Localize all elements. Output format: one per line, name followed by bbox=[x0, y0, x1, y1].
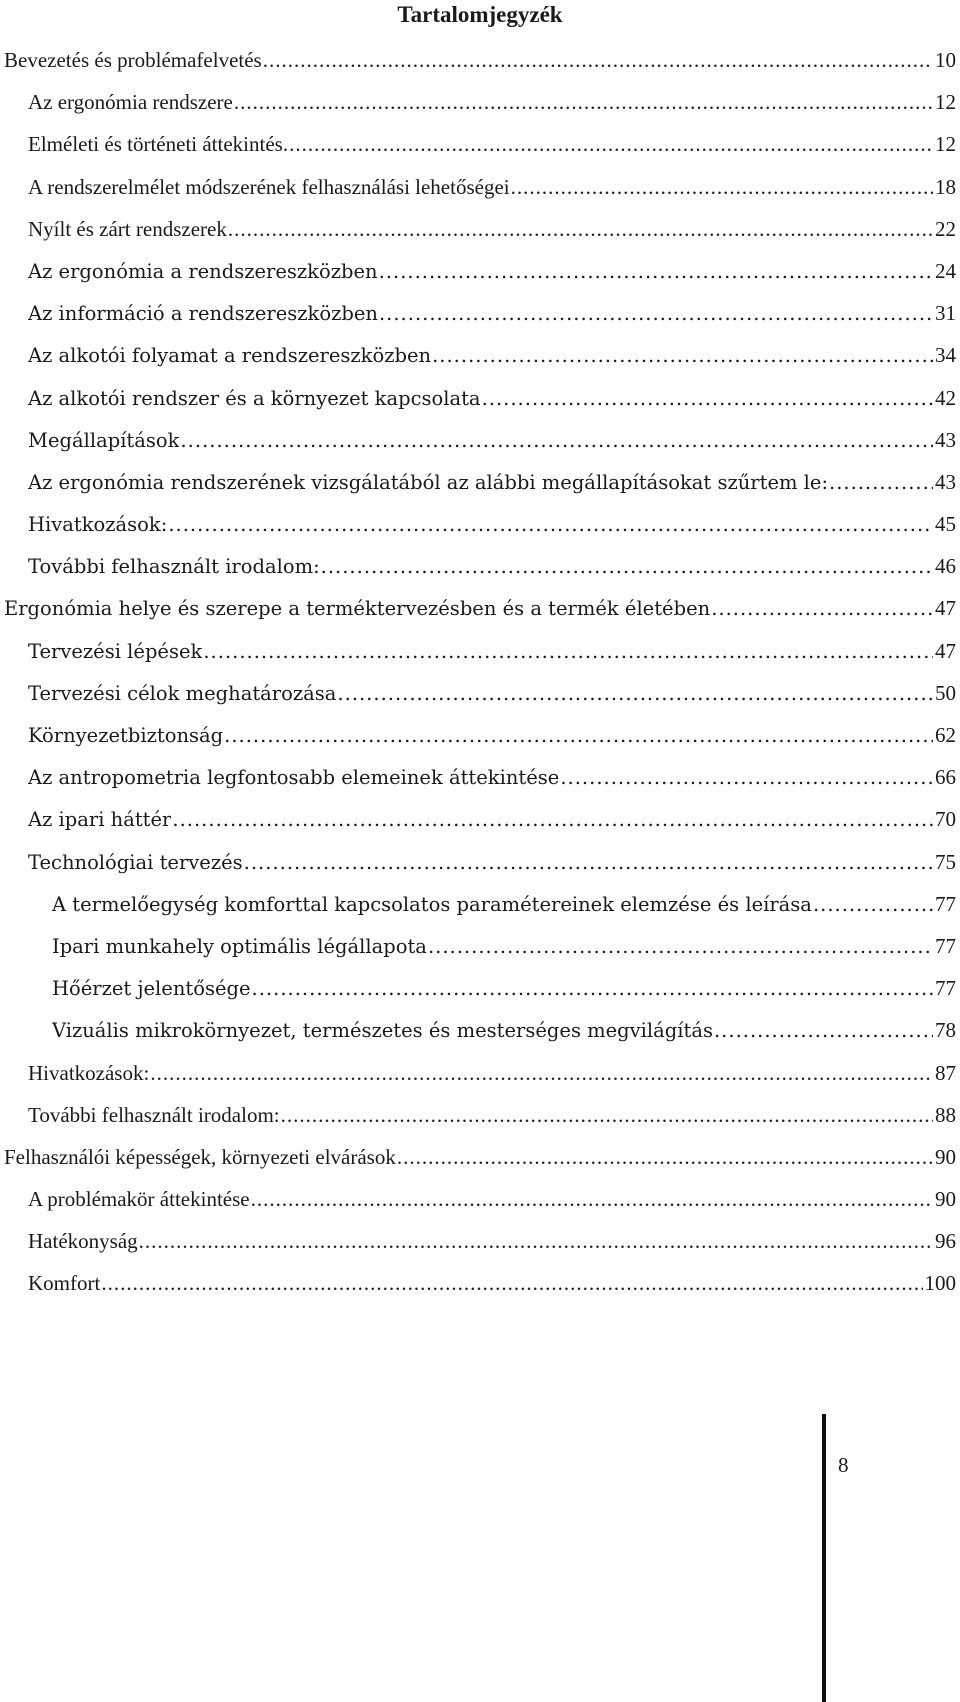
toc-entry-page: 90 bbox=[935, 1187, 956, 1212]
toc-entry-title: Hivatkozások: bbox=[28, 1060, 150, 1085]
toc-entry[interactable] bbox=[4, 208, 956, 250]
toc-entry-page: 24 bbox=[935, 258, 956, 283]
toc-entry-title: A rendszerelmélet módszerének felhasználási lehetőségei bbox=[28, 174, 510, 199]
toc-entry-page: 10 bbox=[935, 48, 956, 72]
page-number: 8 bbox=[838, 1453, 849, 1477]
toc-dot-leader bbox=[203, 631, 933, 673]
toc-entry-page: 96 bbox=[935, 1229, 956, 1254]
toc-dot-leader bbox=[482, 378, 933, 420]
toc-entry-page: 77 bbox=[935, 933, 956, 958]
toc-entry[interactable] bbox=[4, 81, 956, 123]
toc-entry-title: Hőérzet jelentősége bbox=[52, 977, 251, 1001]
toc-entry-page: 47 bbox=[935, 638, 956, 663]
toc-entry-page: 18 bbox=[935, 174, 956, 199]
toc-entry-title: Az ergonómia rendszere bbox=[28, 90, 233, 115]
toc-entry-page: 88 bbox=[935, 1102, 956, 1127]
toc-entry-title: Ergonómia helye és szerepe a terméktervezésben és a termék életében bbox=[4, 597, 711, 621]
toc-entry-page: 90 bbox=[935, 1144, 956, 1169]
toc-entry[interactable] bbox=[4, 1178, 956, 1220]
toc-entry-title: Vizuális mikrokörnyezet, természetes és mesterséges megvilágítás bbox=[52, 1019, 713, 1043]
toc-entry[interactable] bbox=[4, 1136, 956, 1178]
toc-entry[interactable] bbox=[4, 1262, 956, 1304]
toc-entry-page: 77 bbox=[935, 976, 956, 1001]
toc-entry-page: 100 bbox=[924, 1271, 956, 1296]
toc-entry-page: 87 bbox=[935, 1060, 956, 1085]
toc-dot-leader bbox=[289, 123, 933, 165]
toc-entry-title: A termelőegység komforttal kapcsolatos paramétereinek elemzése és leírása bbox=[52, 892, 812, 916]
toc-entry-page: 12 bbox=[935, 132, 956, 157]
toc-entry-title: Hivatkozások: bbox=[28, 513, 168, 537]
toc-entry-title: Megállapítások bbox=[28, 428, 180, 452]
toc-dot-leader bbox=[379, 293, 933, 335]
toc-entry-page: 43 bbox=[935, 427, 956, 452]
toc-entry-page: 70 bbox=[935, 807, 956, 832]
toc-entry-title: Elméleti és történeti áttekintés. bbox=[28, 132, 289, 157]
toc-dot-leader bbox=[252, 968, 933, 1010]
toc-entry-title: A problémakör áttekintése bbox=[28, 1187, 250, 1212]
toc-dot-leader bbox=[321, 546, 933, 588]
toc-entry[interactable] bbox=[4, 798, 956, 840]
toc-dot-leader bbox=[150, 1052, 933, 1094]
toc-entry[interactable] bbox=[4, 756, 956, 798]
toc-entry[interactable] bbox=[4, 334, 956, 376]
toc-entry-title: Az alkotói folyamat a rendszereszközben bbox=[28, 344, 432, 368]
toc-entry-title: Nyílt és zárt rendszerek bbox=[28, 216, 227, 241]
toc-entry[interactable] bbox=[4, 967, 956, 1009]
toc-entry[interactable] bbox=[4, 1220, 956, 1262]
toc-dot-leader bbox=[263, 39, 933, 81]
toc-title: Tartalomjegyzék bbox=[397, 2, 563, 27]
toc-entry[interactable] bbox=[4, 123, 956, 165]
toc-entry-title: Az ergonómia rendszerének vizsgálatából az alábbi megállapításokat szűrtem le: bbox=[28, 470, 829, 494]
toc-entry[interactable] bbox=[4, 841, 956, 883]
toc-dot-leader bbox=[379, 251, 933, 293]
toc-entry-title: További felhasznált irodalom: bbox=[28, 555, 320, 579]
toc-entry-title: Tervezési célok meghatározása bbox=[28, 681, 337, 705]
toc-entry[interactable] bbox=[4, 545, 956, 587]
toc-entry-page: 31 bbox=[935, 301, 956, 326]
toc-entry-title: További felhasznált irodalom: bbox=[28, 1102, 280, 1127]
toc-entry-title: Az alkotói rendszer és a környezet kapcsolata bbox=[28, 386, 481, 410]
toc-dot-leader bbox=[244, 842, 933, 884]
toc-entry[interactable] bbox=[4, 419, 956, 461]
toc-entry[interactable] bbox=[4, 672, 956, 714]
toc-entry[interactable] bbox=[4, 166, 956, 208]
toc-entry-title: Ipari munkahely optimális légállapota bbox=[52, 934, 427, 958]
toc-dot-leader bbox=[397, 1136, 933, 1178]
toc-entry[interactable] bbox=[4, 292, 956, 334]
toc-dot-leader bbox=[560, 757, 933, 799]
toc-entry[interactable] bbox=[4, 587, 956, 629]
toc-entry-title: Az ipari háttér bbox=[28, 808, 172, 832]
toc-entry-page: 78 bbox=[935, 1018, 956, 1043]
toc-dot-leader bbox=[337, 673, 933, 715]
toc-entry-page: 22 bbox=[935, 216, 956, 241]
toc-dot-leader bbox=[281, 1094, 933, 1136]
toc-entry[interactable] bbox=[4, 461, 956, 503]
table-of-contents bbox=[4, 39, 956, 1305]
toc-entry[interactable] bbox=[4, 1094, 956, 1136]
toc-entry-title: Az ergonómia a rendszereszközben bbox=[28, 259, 378, 283]
toc-dot-leader bbox=[139, 1220, 933, 1262]
toc-entry[interactable] bbox=[4, 714, 956, 756]
toc-entry[interactable] bbox=[4, 1009, 956, 1051]
toc-entry-title: Hatékonyság bbox=[28, 1229, 138, 1254]
toc-entry-page: 47 bbox=[935, 596, 956, 621]
toc-dot-leader bbox=[228, 208, 933, 250]
toc-dot-leader bbox=[168, 504, 933, 546]
toc-entry-title: Felhasználói képességek, környezeti elvárások bbox=[4, 1144, 396, 1169]
toc-entry-page: 75 bbox=[935, 849, 956, 874]
toc-entry[interactable] bbox=[4, 503, 956, 545]
toc-entry-page: 12 bbox=[935, 90, 956, 115]
toc-entry[interactable] bbox=[4, 883, 956, 925]
toc-entry-page: 50 bbox=[935, 680, 956, 705]
toc-entry-page: 66 bbox=[935, 765, 956, 790]
toc-entry-page: 62 bbox=[935, 723, 956, 747]
toc-entry[interactable] bbox=[4, 39, 956, 81]
toc-dot-leader bbox=[224, 715, 933, 757]
toc-entry-title: Technológiai tervezés bbox=[28, 850, 243, 874]
toc-entry-title: Az antropometria legfontosabb elemeinek áttekintése bbox=[28, 766, 560, 790]
toc-entry-title: Tervezési lépések bbox=[28, 639, 203, 663]
toc-dot-leader bbox=[101, 1262, 922, 1304]
toc-entry[interactable] bbox=[4, 925, 956, 967]
toc-dot-leader bbox=[813, 884, 933, 926]
toc-entry-title: Az információ a rendszereszközben bbox=[28, 302, 378, 326]
toc-entry-title: Környezetbiztonság bbox=[28, 724, 224, 747]
toc-dot-leader bbox=[829, 462, 933, 504]
toc-dot-leader bbox=[180, 420, 933, 462]
toc-entry-page: 43 bbox=[935, 469, 956, 494]
toc-entry[interactable] bbox=[4, 377, 956, 419]
footer-rule bbox=[822, 1414, 826, 1702]
toc-entry-page: 46 bbox=[935, 554, 956, 579]
toc-dot-leader bbox=[234, 81, 933, 123]
toc-entry[interactable] bbox=[4, 630, 956, 672]
toc-dot-leader bbox=[172, 799, 933, 841]
toc-dot-leader bbox=[428, 926, 933, 968]
toc-entry-page: 42 bbox=[935, 385, 956, 410]
toc-dot-leader bbox=[251, 1178, 933, 1220]
toc-dot-leader bbox=[714, 1010, 933, 1052]
toc-entry-title: Bevezetés és problémafelvetés bbox=[4, 48, 262, 72]
toc-entry[interactable] bbox=[4, 1052, 956, 1094]
toc-dot-leader bbox=[511, 166, 933, 208]
toc-entry-page: 77 bbox=[935, 891, 956, 916]
toc-entry-title: Komfort bbox=[28, 1271, 101, 1296]
toc-dot-leader bbox=[711, 588, 933, 630]
toc-entry-page: 45 bbox=[935, 512, 956, 537]
toc-entry[interactable] bbox=[4, 250, 956, 292]
toc-entry-page: 34 bbox=[935, 343, 956, 368]
toc-dot-leader bbox=[432, 335, 933, 377]
